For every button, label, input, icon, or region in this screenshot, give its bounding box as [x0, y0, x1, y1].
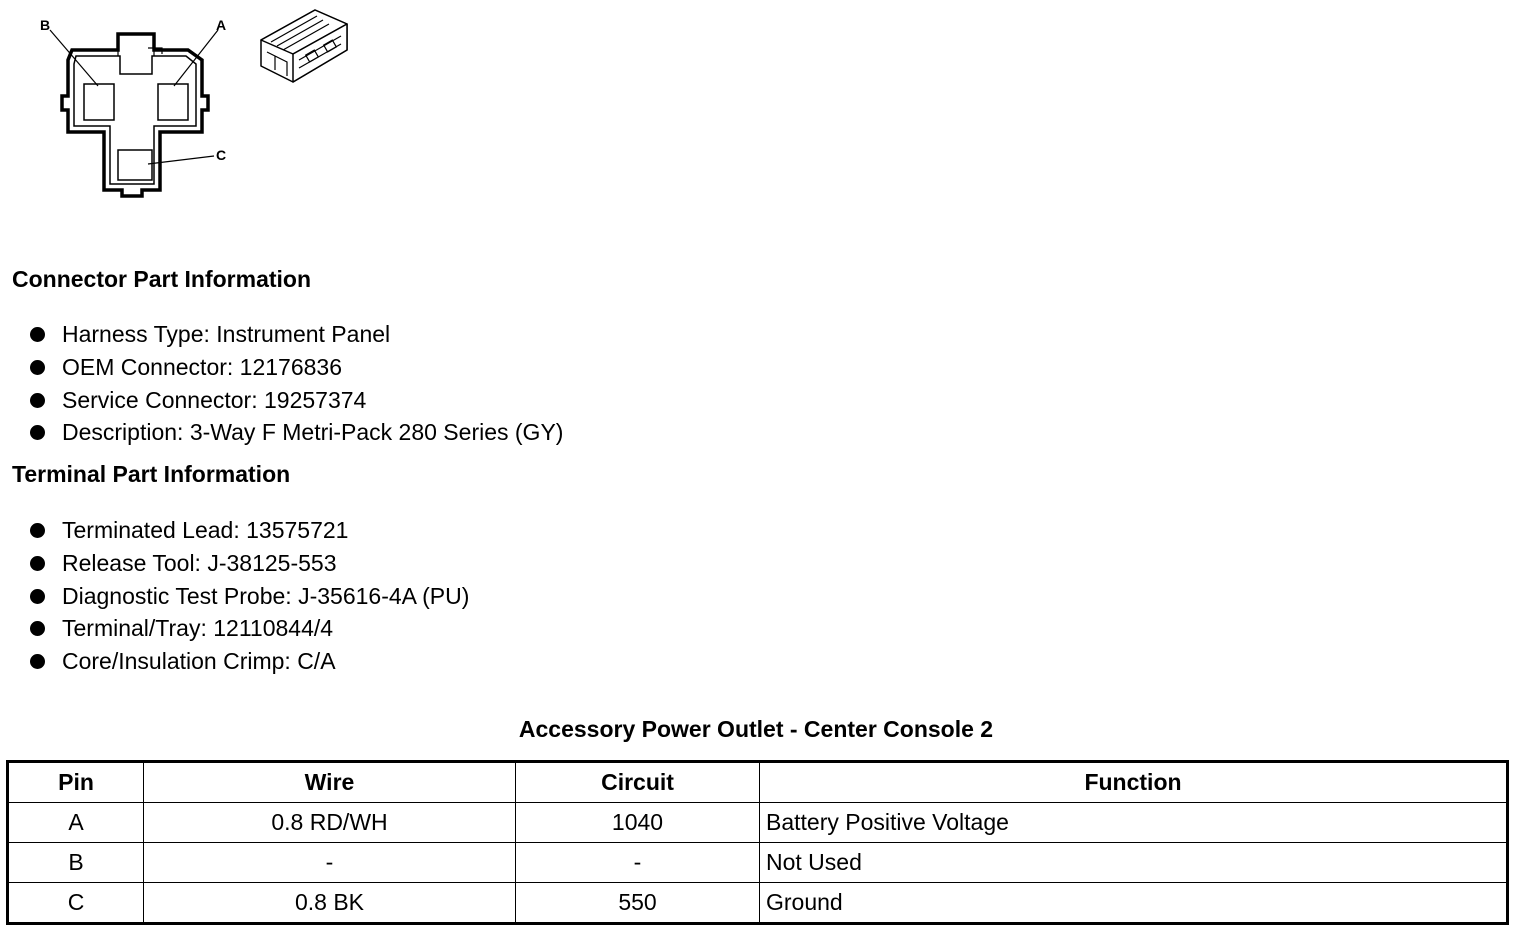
pin-label-a: A	[216, 17, 227, 33]
list-item-text: Terminal/Tray: 12110844/4	[62, 615, 334, 642]
list-item	[30, 384, 563, 417]
pin-label-c: C	[216, 147, 227, 163]
header-pin: Pin	[8, 762, 144, 803]
cavity-b	[84, 84, 114, 120]
pinout-table-title: Accessory Power Outlet - Center Console 2	[518, 716, 994, 742]
list-item	[30, 547, 469, 580]
bullet-icon	[30, 523, 45, 538]
terminal-part-info-list	[30, 514, 469, 678]
bullet-icon	[30, 589, 45, 604]
connector-isometric-view	[255, 4, 355, 94]
header-wire: Wire	[144, 762, 516, 803]
cavity-a	[158, 84, 188, 120]
bullet-icon	[30, 425, 45, 440]
cell-function: Battery Positive Voltage	[760, 803, 1508, 843]
list-item	[30, 514, 469, 547]
list-item-text: Harness Type: Instrument Panel	[62, 321, 391, 347]
connector-part-info-heading: Connector Part Information	[12, 266, 312, 292]
table-header-row	[8, 762, 1508, 803]
cell-circuit: 550	[516, 883, 760, 924]
cell-pin: C	[8, 883, 144, 924]
table-row	[8, 843, 1508, 883]
list-item-text: Release Tool: J-38125-553	[62, 549, 337, 576]
table-row	[8, 803, 1508, 843]
list-item	[30, 351, 563, 384]
bullet-icon	[30, 556, 45, 571]
list-item-text: Terminated Lead: 13575721	[62, 517, 349, 543]
cell-circuit: -	[516, 843, 760, 883]
list-item	[30, 580, 469, 613]
cell-pin: B	[8, 843, 144, 883]
cell-wire: -	[144, 843, 516, 883]
bullet-icon	[30, 327, 45, 342]
cell-function: Ground	[760, 883, 1508, 924]
bullet-icon	[30, 393, 45, 408]
cell-wire: 0.8 BK	[144, 883, 516, 924]
list-item-text: Description: 3-Way F Metri-Pack 280 Series (GY)	[62, 419, 564, 446]
bullet-icon	[30, 621, 45, 636]
cavity-c	[118, 150, 152, 180]
connector-part-info-list	[30, 318, 563, 449]
bullet-icon	[30, 360, 45, 375]
table-row	[8, 883, 1508, 924]
cell-wire: 0.8 RD/WH	[144, 803, 516, 843]
pinout-table	[6, 760, 1509, 925]
connector-diagram-area	[0, 0, 400, 210]
list-item	[30, 612, 469, 645]
list-item-text: Diagnostic Test Probe: J-35616-4A (PU)	[62, 582, 470, 609]
pin-label-b: B	[40, 17, 51, 33]
list-item	[30, 318, 563, 351]
list-item-text: Service Connector: 19257374	[62, 386, 367, 413]
list-item-text: Core/Insulation Crimp: C/A	[62, 648, 336, 675]
cell-pin: A	[8, 803, 144, 843]
list-item	[30, 645, 469, 678]
cell-circuit: 1040	[516, 803, 760, 843]
terminal-part-info-heading: Terminal Part Information	[12, 461, 291, 487]
bullet-icon	[30, 654, 45, 669]
list-item-text: OEM Connector: 12176836	[62, 353, 343, 380]
connector-face-view	[30, 8, 250, 208]
header-function: Function	[760, 762, 1508, 803]
cell-function: Not Used	[760, 843, 1508, 883]
list-item	[30, 416, 563, 449]
header-circuit: Circuit	[516, 762, 760, 803]
